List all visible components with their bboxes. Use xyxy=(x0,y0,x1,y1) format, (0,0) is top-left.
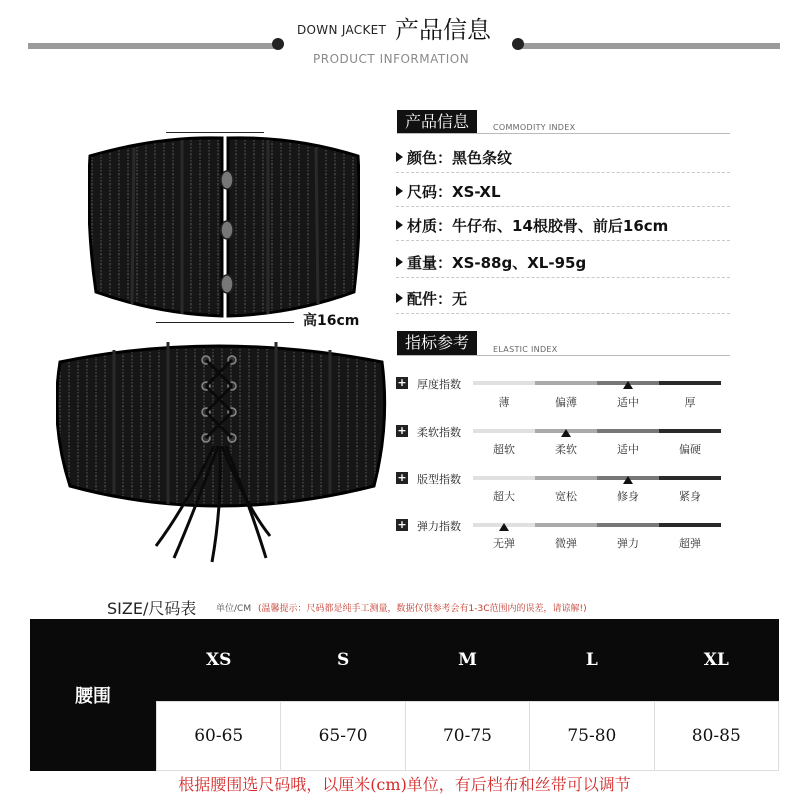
index-option: 薄 xyxy=(498,396,510,409)
index-label: 版型指数 xyxy=(417,473,461,486)
header-en-title: DOWN JACKET xyxy=(297,23,387,37)
header-rule-knob-right xyxy=(512,38,524,50)
index-option: 适中 xyxy=(617,396,639,409)
index-option: 超软 xyxy=(493,443,515,456)
index-bar xyxy=(473,429,721,433)
size-header-cell: S xyxy=(281,619,405,702)
index-bar-segment xyxy=(597,429,659,433)
index-options xyxy=(473,394,721,410)
info-label: 重量： xyxy=(407,254,453,272)
corset-back-image xyxy=(56,336,388,564)
product-info-heading-en: COMMODITY INDEX xyxy=(493,123,576,132)
header-sub-title: PRODUCT INFORMATION xyxy=(313,52,470,66)
arrow-icon xyxy=(396,152,403,162)
index-heading-en: ELASTIC INDEX xyxy=(493,345,558,354)
arrow-icon xyxy=(396,220,403,230)
waist-label: 腰围 xyxy=(30,619,157,771)
measure-line-top xyxy=(166,132,264,133)
index-bar-segment xyxy=(535,381,597,385)
index-bar-segment xyxy=(659,523,721,527)
info-row-weight xyxy=(396,252,586,273)
plus-icon: + xyxy=(397,518,407,531)
index-option: 超大 xyxy=(493,490,515,503)
index-options xyxy=(473,488,721,504)
index-bar xyxy=(473,523,721,527)
header-rule-left xyxy=(28,43,278,49)
size-chart-note: (温馨提示：尺码都是纯手工测量，数据仅供参考会有1-3C范围内的误差，请谅解!) xyxy=(258,604,587,614)
plus-icon: + xyxy=(397,376,407,389)
arrow-icon xyxy=(396,257,403,267)
arrow-icon xyxy=(396,186,403,196)
index-option: 偏硬 xyxy=(679,443,701,456)
size-header-cell: M xyxy=(405,619,529,702)
corset-front-image xyxy=(88,134,360,320)
index-option: 超弹 xyxy=(679,537,701,550)
plus-icon: + xyxy=(397,424,407,437)
height-label: 高16cm xyxy=(303,313,360,329)
info-label: 配件： xyxy=(407,290,453,308)
index-label: 柔软指数 xyxy=(417,426,461,439)
index-option: 修身 xyxy=(617,490,639,503)
size-header-cell: L xyxy=(530,619,654,702)
size-chart-unit: 单位/CM xyxy=(216,604,252,614)
index-bar-segment xyxy=(597,523,659,527)
index-bar xyxy=(473,476,721,480)
index-rule xyxy=(397,355,730,356)
waist-value-cell: 75-80 xyxy=(530,702,654,771)
plus-icon: + xyxy=(397,471,407,484)
info-label: 尺码： xyxy=(407,183,453,201)
size-header-cell: XS xyxy=(157,619,281,702)
info-row-material xyxy=(396,215,668,236)
info-label: 颜色： xyxy=(407,149,453,167)
info-value: 牛仔布、14根胶骨、前后16cm xyxy=(452,217,669,235)
divider xyxy=(396,240,730,241)
size-header-cell: XL xyxy=(654,619,778,702)
index-options xyxy=(473,535,721,551)
info-value: 无 xyxy=(452,290,468,308)
header-rule-knob-left xyxy=(272,38,284,50)
divider xyxy=(396,313,730,314)
header-rule-right xyxy=(520,43,780,49)
product-info-heading: 产品信息 xyxy=(397,110,477,134)
waist-value-cell: 80-85 xyxy=(654,702,778,771)
index-bar-segment xyxy=(535,523,597,527)
arrow-icon xyxy=(396,293,403,303)
waist-value-cell: 70-75 xyxy=(405,702,529,771)
divider xyxy=(396,206,730,207)
index-bar-segment xyxy=(473,381,535,385)
index-label: 厚度指数 xyxy=(417,378,461,391)
waist-value-cell: 60-65 xyxy=(157,702,281,771)
index-bar-segment xyxy=(473,476,535,480)
divider xyxy=(396,172,730,173)
index-option: 柔软 xyxy=(555,443,577,456)
index-marker xyxy=(499,523,509,531)
info-value: XS-88g、XL-95g xyxy=(452,254,587,272)
waist-value-cell: 65-70 xyxy=(281,702,405,771)
index-option: 厚 xyxy=(684,396,696,409)
size-table xyxy=(30,619,779,771)
index-option: 宽松 xyxy=(555,490,577,503)
info-row-color xyxy=(396,147,512,168)
info-row-accessories xyxy=(396,288,467,309)
info-label: 材质： xyxy=(407,217,453,235)
index-bar-segment xyxy=(659,476,721,480)
index-options xyxy=(473,441,721,457)
index-heading: 指标参考 xyxy=(397,331,477,355)
index-label: 弹力指数 xyxy=(417,520,461,533)
bottom-note: 根据腰围选尺码哦，以厘米(cm)单位，有后档布和丝带可以调节 xyxy=(178,775,631,794)
index-option: 无弹 xyxy=(493,537,515,550)
info-value: 黑色条纹 xyxy=(452,149,513,167)
index-option: 弹力 xyxy=(617,537,639,550)
index-bar-segment xyxy=(535,476,597,480)
index-bar-segment xyxy=(659,429,721,433)
measure-line-bottom xyxy=(156,322,294,323)
product-info-rule xyxy=(397,133,730,134)
index-marker xyxy=(561,429,571,437)
info-row-size xyxy=(396,181,501,202)
header-cn-title: 产品信息 xyxy=(395,16,491,44)
index-option: 适中 xyxy=(617,443,639,456)
size-chart-title: SIZE/尺码表 xyxy=(107,599,197,618)
index-marker xyxy=(623,476,633,484)
index-option: 紧身 xyxy=(679,490,701,503)
index-bar-segment xyxy=(473,429,535,433)
index-option: 微弹 xyxy=(555,537,577,550)
index-bar-segment xyxy=(659,381,721,385)
size-header-row xyxy=(30,619,779,702)
index-bar xyxy=(473,381,721,385)
divider xyxy=(396,277,730,278)
index-option: 偏薄 xyxy=(555,396,577,409)
info-value: XS-XL xyxy=(452,183,501,201)
index-marker xyxy=(623,381,633,389)
